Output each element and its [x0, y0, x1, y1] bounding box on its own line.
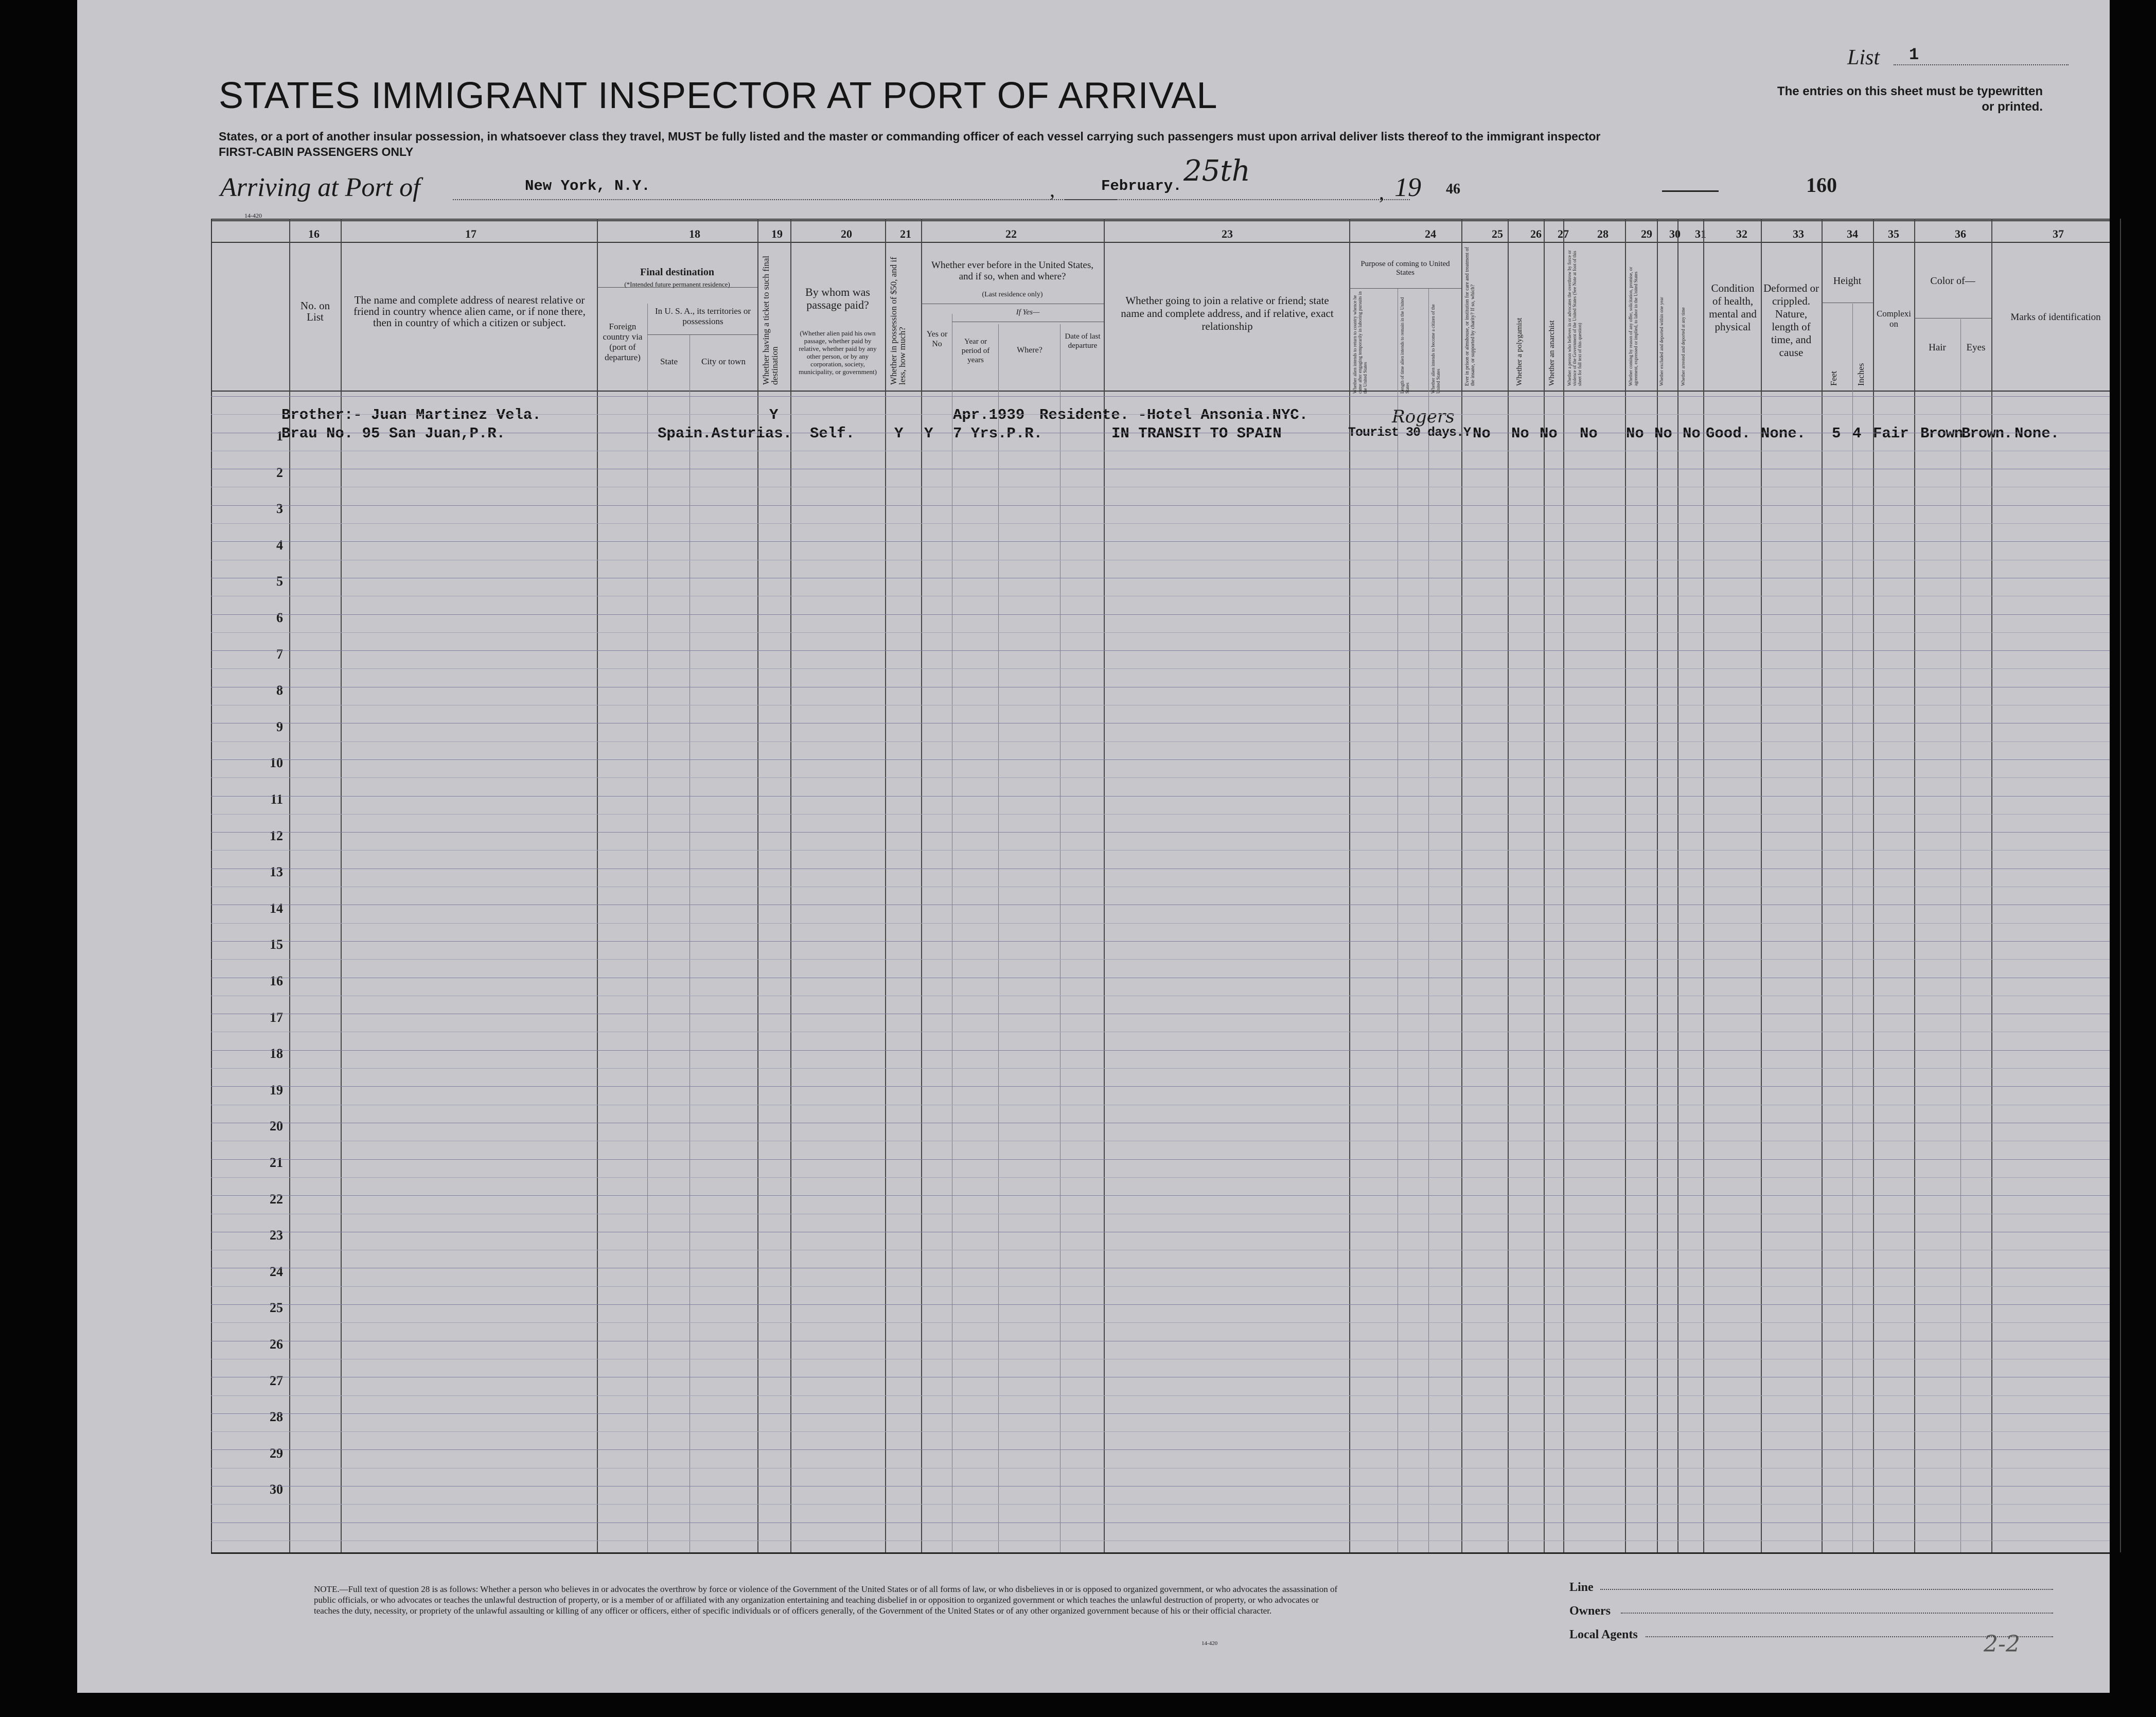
form-subtitle: States, or a port of another insular possession, in whatsoever class they travel, MUST be fully listed and the master or commanding officer of each vessel carrying such passengers must upon arrival deliver lists thereof to the immigrant inspector — [219, 130, 1601, 143]
entry-feet: 5 — [1832, 425, 1841, 442]
col37-header: Marks of identification — [2010, 312, 2101, 323]
colnum-28: 28 — [1597, 227, 1609, 240]
col24-a: Whether alien intends to return to country whence he came after engaging temporarily in laboring pursuits in the United States — [1352, 291, 1368, 394]
col21-header: Whether in possession of $50, and if less, how much? — [889, 257, 907, 385]
entry-relative-2: Brau No. 95 San Juan,P.R. — [281, 425, 506, 442]
col23-header: Whether going to join a relative or friend; state name and complete address, and if relative, exact relationship — [1121, 294, 1334, 332]
ruled-line — [211, 396, 2110, 397]
col18-foreign: Foreign country via (port of departure) — [603, 322, 643, 362]
row-number: 28 — [270, 1409, 283, 1425]
ruled-line — [211, 959, 2110, 960]
row-number: 4 — [276, 537, 283, 553]
ruled-line — [211, 614, 2110, 615]
ruled-line — [211, 741, 2110, 742]
col19-header: Whether having a ticket to such final destination — [761, 255, 780, 385]
comma: , — [1050, 178, 1055, 201]
ruled-line — [211, 850, 2110, 851]
entry-before-2: 7 Yrs.P.R. — [953, 425, 1043, 442]
col36-title: Color of— — [1930, 275, 1975, 287]
col36-hair: Hair — [1929, 342, 1946, 353]
ruled-line — [211, 632, 2110, 633]
row-number: 13 — [270, 864, 283, 880]
entry-health: Good. — [1706, 425, 1751, 442]
col22-date: Date of last departure — [1065, 332, 1101, 350]
ruled-line — [211, 505, 2110, 506]
colnum-37: 37 — [2053, 227, 2064, 240]
row-number: 7 — [276, 646, 283, 662]
colnum-18: 18 — [689, 227, 700, 240]
line-field — [1600, 1589, 2053, 1590]
entry-join-1: Residente. -Hotel Ansonia.NYC. — [1039, 406, 1309, 423]
col22-note: (Last residence only) — [982, 291, 1043, 298]
ruled-line — [211, 923, 2110, 924]
row-number: 6 — [276, 610, 283, 625]
col25-header: Ever in prison or almshouse, or institution for care and treatment of the insane, or supported by charity? If so, which? — [1464, 247, 1476, 386]
row-number: 12 — [270, 828, 283, 843]
colnum-29: 29 — [1641, 227, 1652, 240]
entry-deformed: None. — [1761, 425, 1806, 442]
ruled-line — [211, 1050, 2110, 1051]
ruled-line — [211, 832, 2110, 833]
col18-usa: In U. S. A., its territories or possessions — [655, 306, 751, 326]
entry-c30: No — [1654, 425, 1672, 442]
arriving-label: Arriving at Port of — [220, 173, 420, 202]
line-label: Line — [1569, 1581, 1594, 1594]
form-title: STATES IMMIGRANT INSPECTOR AT PORT OF ARRIVAL — [219, 75, 1218, 116]
ruled-line — [211, 1195, 2110, 1196]
ruled-line — [211, 1304, 2110, 1305]
col35-header: Complexion — [1876, 309, 1912, 329]
row-number: 17 — [270, 1010, 283, 1025]
entry-marks: None. — [2014, 425, 2060, 442]
ruled-line — [211, 650, 2110, 651]
entry-before-yes: Y — [924, 425, 933, 442]
ruled-line — [211, 523, 2110, 524]
row-number: 8 — [276, 683, 283, 698]
col20-note: (Whether alien paid his own passage, whether paid by relative, whether paid by any other person, or by any corporation, society, municipality, or government) — [799, 329, 877, 376]
port-value: New York, N.Y. — [453, 178, 1117, 200]
year-suffix: 46 — [1446, 181, 1460, 197]
ruled-line — [211, 1159, 2110, 1160]
col18-state: State — [660, 357, 678, 366]
ruled-line — [211, 1177, 2110, 1178]
form-code: 14-420 — [244, 212, 262, 219]
row-number: 16 — [270, 973, 283, 988]
owners-label: Owners — [1569, 1604, 1611, 1618]
ruled-line — [211, 1068, 2110, 1069]
ruled-line — [211, 1322, 2110, 1323]
colnum-35: 35 — [1888, 227, 1899, 240]
entry-relative-1: Brother:- Juan Martinez Vela. — [281, 406, 541, 423]
row-number: 3 — [276, 501, 283, 517]
col36-eyes: Eyes — [1966, 342, 1986, 353]
entry-destination: Spain.Asturias. — [658, 425, 792, 442]
colnum-26: 26 — [1530, 227, 1542, 240]
entry-c25: No — [1473, 425, 1491, 442]
col22-ifyes: If Yes— — [1016, 308, 1040, 316]
owners-field — [1621, 1613, 2053, 1614]
row-number: 20 — [270, 1119, 283, 1134]
colnum-21: 21 — [900, 227, 911, 240]
col24-c: Whether alien intends to become a citizen of the United States — [1430, 304, 1441, 394]
row-number: 2 — [276, 465, 283, 480]
row-number: 18 — [270, 1046, 283, 1061]
col29-header: Whether coming by reason of any offer, solicitation, promise, or agreement, expressed or implied, to labor in the United States — [1628, 267, 1638, 386]
typed-instruction: The entries on this sheet must be typewritten or printed. — [1777, 84, 2043, 114]
ruled-line — [211, 1431, 2110, 1432]
col34-title: Height — [1833, 275, 1862, 287]
entry-c27: No — [1540, 425, 1558, 442]
ruled-line — [211, 668, 2110, 669]
col16-header: No. on List — [300, 299, 330, 323]
colnum-16: 16 — [308, 227, 320, 240]
agents-label: Local Agents — [1569, 1628, 1638, 1641]
entry-passage: Self. — [810, 425, 855, 442]
entry-join-2: IN TRANSIT TO SPAIN — [1111, 425, 1282, 442]
entry-money: Y — [894, 425, 904, 442]
month-value: February. — [1065, 178, 1410, 200]
footer-note: NOTE.—Full text of question 28 is as follows: Whether a person who believes in or advocates the overthrow by force or violence of the Government of the United States or of all forms of law, or who disbelieves in or is opposed to organized government, or who advocates the assassination of public officials, or who advocates or teaches the unlawful destruction of property, or is a member of or affiliated with any organization entertaining and teaching disbelief in or opposition to organized government or which teaches the unlawful destruction of property, or who advocates or teaches the duty, necessity, or propriety of the unlawful assaulting or killing of any officer or officers, either of specific individuals or of officers generally, of the Government of the United States or of any other organized government because of his or their official character. — [314, 1584, 1338, 1616]
entry-c31: No — [1683, 425, 1701, 442]
row-number: 11 — [270, 792, 283, 807]
ruled-line — [211, 541, 2110, 542]
colnum-34: 34 — [1847, 227, 1858, 240]
row-number: 24 — [270, 1264, 283, 1279]
day-value: 25th — [1183, 154, 1250, 188]
entry-c28: No — [1580, 425, 1598, 442]
col30-header: Whether excluded and deported within one year — [1659, 297, 1664, 386]
colnum-24: 24 — [1425, 227, 1436, 240]
col22-where: Where? — [1017, 346, 1042, 355]
ruled-line — [211, 1449, 2110, 1450]
ruled-line — [211, 1086, 2110, 1087]
pencil-mark: 2-2 — [1984, 1631, 2020, 1657]
row-number: 23 — [270, 1228, 283, 1243]
entry-eyes: Brown. — [1961, 425, 2012, 442]
col17-header: The name and complete address of nearest relative or friend in country whence alien came, or if none there, then in country of which a citizen or subject. — [354, 294, 586, 329]
row-number: 19 — [270, 1082, 283, 1098]
row-number: 14 — [270, 900, 283, 916]
colnum-25: 25 — [1492, 227, 1503, 240]
row-number: 21 — [270, 1155, 283, 1170]
ruled-line — [211, 777, 2110, 778]
col28-header: Whether a person who believes in or advocates the overthrow by force or violence of the Government of the United States (See Note at foot of this sheet for full text of this question) — [1567, 250, 1582, 386]
entry-c26: No — [1511, 425, 1529, 442]
col18-note: (*Intended future permanent residence) — [624, 280, 730, 288]
colnum-33: 33 — [1793, 227, 1804, 240]
row-number: 22 — [270, 1191, 283, 1207]
col32-header: Condition of health, mental and physical — [1709, 282, 1757, 333]
colnum-27: 27 — [1558, 227, 1569, 240]
row-number: 27 — [270, 1373, 283, 1388]
col24-title: Purpose of coming to United States — [1360, 260, 1450, 277]
col22-year: Year or period of years — [961, 338, 990, 364]
colnum-30: 30 — [1669, 227, 1681, 240]
colnum-20: 20 — [841, 227, 852, 240]
colnum-17: 17 — [465, 227, 476, 240]
row-number: 26 — [270, 1337, 283, 1352]
colnum-19: 19 — [771, 227, 783, 240]
manifest-sheet — [77, 0, 2110, 1693]
col18-title: Final destination — [640, 267, 714, 278]
col24-b: Length of time alien intends to remain in the United States — [1400, 297, 1410, 394]
col22-title: Whether ever before in the United States, and if so, when and where? — [931, 260, 1093, 282]
ruled-line — [211, 1395, 2110, 1396]
ruled-line — [211, 1286, 2110, 1287]
entry-purpose: Tourist 30 days.Y — [1348, 425, 1471, 440]
colnum-31: 31 — [1695, 227, 1706, 240]
col26-header: Whether a polygamist — [1515, 317, 1524, 386]
row-number: 1 — [276, 429, 283, 444]
row-number: 15 — [270, 937, 283, 952]
ruled-line — [211, 1413, 2110, 1414]
ruled-line — [211, 414, 2110, 415]
col33-header: Deformed or crippled. Nature, length of time, and cause — [1763, 282, 1819, 359]
cabin-class: FIRST-CABIN PASSENGERS ONLY — [219, 145, 414, 158]
colnum-32: 32 — [1736, 227, 1747, 240]
col34-feet: Feet — [1829, 370, 1839, 386]
inspector-signature: Rogers — [1392, 406, 1455, 427]
ruled-line — [211, 941, 2110, 942]
col27-header: Whether an anarchist — [1548, 320, 1556, 386]
entry-inches: 4 — [1852, 425, 1862, 442]
comma: , — [1379, 181, 1384, 204]
page-value: 160 — [1806, 173, 1837, 197]
row-number: 9 — [276, 719, 283, 734]
colnum-22: 22 — [1005, 227, 1017, 240]
row-number: 25 — [270, 1300, 283, 1316]
ruled-line — [211, 814, 2110, 815]
colnum-23: 23 — [1222, 227, 1233, 240]
list-label: List — [1847, 46, 1880, 69]
colnum-36: 36 — [1955, 227, 1966, 240]
col34-inches: Inches — [1856, 363, 1866, 386]
footer-form-code: 14-420 — [1201, 1640, 1218, 1647]
entry-hair: Brown — [1920, 425, 1963, 442]
col20-title: By whom was passage paid? — [805, 286, 870, 311]
col31-header: Whether arrested and deported at any time — [1681, 307, 1686, 386]
row-number: 30 — [270, 1482, 283, 1497]
entry-ticket: Y — [769, 406, 779, 423]
ruled-line — [211, 759, 2110, 760]
row-number: 5 — [276, 574, 283, 589]
row-number: 29 — [270, 1445, 283, 1461]
dash — [1662, 190, 1719, 192]
entry-before-1: Apr.1939 — [953, 406, 1025, 423]
col18-city: City or town — [701, 357, 746, 366]
row-number: 10 — [270, 755, 283, 771]
entry-complexion: Fair — [1873, 425, 1909, 442]
list-number: 1 — [1894, 45, 2069, 65]
year-prefix: 19 — [1394, 173, 1421, 202]
col22-yesno: Yes or No — [926, 330, 948, 348]
entry-c29: No — [1626, 425, 1644, 442]
